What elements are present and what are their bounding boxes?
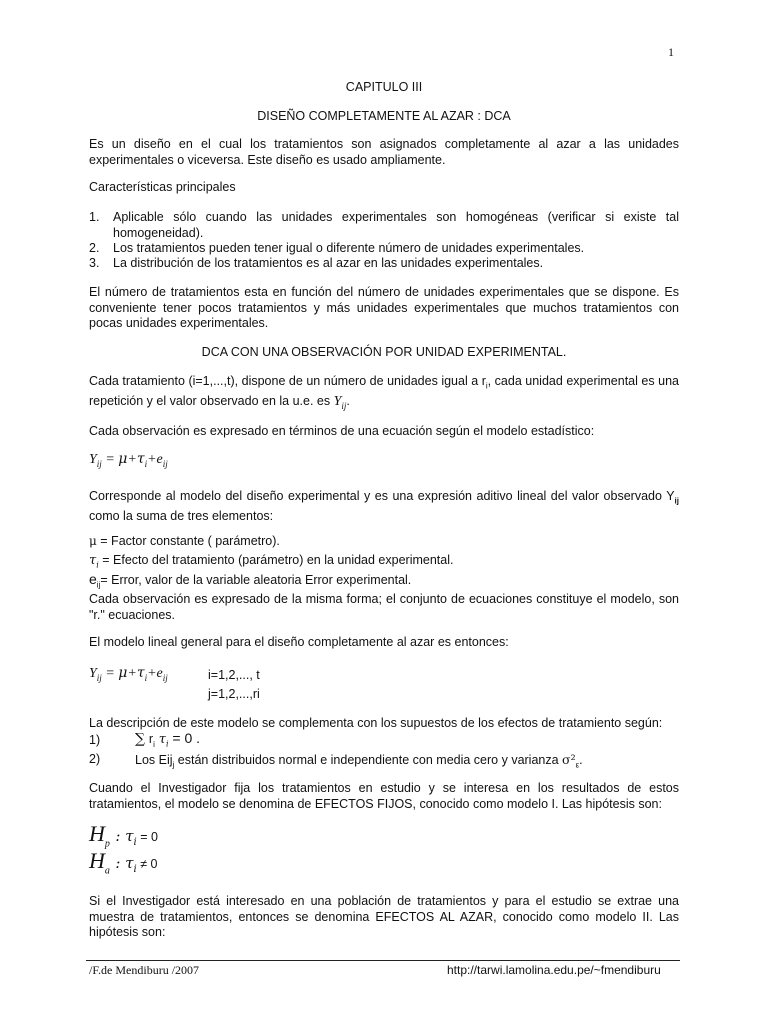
page-number: 1 bbox=[668, 45, 674, 59]
intro-paragraph: Es un diseño en el cual los tratamientos son asignados completamente al azar a las unidades experimentales o viceversa. Este diseño es usado ampliamente. bbox=[89, 137, 679, 167]
y-ij-symbol: $Y_{ij}$ bbox=[333, 394, 347, 411]
index-j-range: j=1,2,...,ri bbox=[208, 687, 260, 701]
tau-symbol: $\tau_i$ bbox=[89, 553, 99, 570]
assumption-1-equation: ∑ $r_i$ $\tau_i = 0$ . bbox=[135, 730, 201, 749]
index-i-range: i=1,2,..., t bbox=[208, 668, 260, 682]
feature-text: Los tratamientos pueden tener igual o diferente número de unidades experimentales. bbox=[113, 241, 585, 255]
general-model-paragraph: El modelo lineal general para el diseño completamente al azar es entonces: bbox=[89, 635, 509, 649]
treatment-units-paragraph: Cada tratamiento (i=1,...,t), dispone de un número de unidades igual a $r_i$, cada unidad experimental es una repetición y el valor observado en la u.e. es $Y_{ij}$. bbox=[89, 374, 679, 411]
alternative-hypothesis: $H_a$ : $\tau_i \ne 0$ bbox=[89, 848, 158, 877]
feature-number: 1. bbox=[89, 210, 100, 224]
features-heading: Características principales bbox=[89, 180, 236, 194]
treatments-paragraph: El número de tratamientos esta en función del número de unidades experimentales que se dispone. Es conveniente tener pocos tratamientos y más unidades experimentales que muchos tratamientos con pocas unidades experimentales. bbox=[89, 285, 679, 330]
chapter-heading: CAPITULO III bbox=[345, 80, 423, 94]
footer-url-link[interactable]: http://tarwi.lamolina.edu.pe/~fmendiburu bbox=[447, 963, 661, 977]
feature-item-1 bbox=[89, 210, 679, 241]
feature-item-3 bbox=[89, 256, 679, 272]
same-form-paragraph: Cada observación es expresado de la misma forma; el conjunto de ecuaciones constituye el modelo, son "r." ecuaciones. bbox=[89, 592, 679, 622]
definition-error: $e_{ij}=$ Error, valor de la variable aleatoria Error experimental. bbox=[89, 571, 412, 590]
model-equation: $Y_{ij} = \mu+\tau_i+e_{ij}$ bbox=[89, 451, 168, 469]
document-title: DISEÑO COMPLETAMENTE AL AZAR : DCA bbox=[257, 109, 511, 123]
definitions-list bbox=[89, 532, 453, 589]
assumption-2-text: Los Eij$_j$ están distribuidos normal e independiente con media cero y varianza $\sigma^2_\varepsilon$. bbox=[135, 752, 583, 770]
feature-text: La distribución de los tratamientos es al azar en las unidades experimentales. bbox=[113, 256, 544, 270]
corresponds-paragraph: Corresponde al modelo del diseño experimental y es una expresión aditivo lineal del valor observado $Y_{ij}$ como la suma de tres elementos: bbox=[89, 489, 679, 523]
sum-symbol: ∑ bbox=[135, 731, 145, 747]
random-effects-paragraph: Si el Investigador está interesado en una población de tratamientos y para el estudio se extrae una muestra de tratamientos, entonces se denomina EFECTOS AL AZAR, conocido como modelo II. Las hipótesis son: bbox=[89, 894, 679, 939]
section-heading: DCA CON UNA OBSERVACIÓN POR UNIDAD EXPERIMENTAL. bbox=[201, 345, 567, 359]
feature-number: 3. bbox=[89, 256, 100, 270]
assumption-1-number: 1) bbox=[89, 733, 101, 747]
footer-author: /F.de Mendiburu /2007 bbox=[89, 963, 200, 977]
assumption-2-number: 2) bbox=[89, 752, 101, 766]
null-hypothesis: $H_p$ : $\tau_i = 0$ bbox=[89, 821, 158, 850]
general-model-equation: $Y_{ij} = \mu+\tau_i+e_{ij}$ bbox=[89, 665, 168, 683]
fixed-effects-paragraph: Cuando el Investigador fija los tratamientos en estudio y se interesa en los resultados de estos tratamientos, el modelo se denomina de EFECTOS FIJOS, conocido como modelo I. Las hipótesis son: bbox=[89, 781, 679, 811]
mu-symbol: μ bbox=[89, 534, 97, 548]
feature-number: 2. bbox=[89, 241, 100, 255]
feature-item-2 bbox=[89, 241, 679, 257]
footer-divider bbox=[86, 960, 680, 961]
description-paragraph: La descripción de este modelo se complementa con los supuestos de los efectos de tratamiento según: bbox=[89, 716, 663, 730]
definition-tau: $\tau_i$ = Efecto del tratamiento (parámetro) en la unidad experimental. bbox=[89, 553, 454, 570]
definition-mu: μ = Factor constante ( parámetro). bbox=[89, 534, 280, 548]
each-observation-paragraph: Cada observación es expresado en términos de una ecuación según el modelo estadístico: bbox=[89, 424, 595, 438]
feature-text: Aplicable sólo cuando las unidades experimentales son homogéneas (verificar si existe tal homogeneidad). bbox=[113, 210, 679, 240]
tau-symbol: $\tau_i$ bbox=[158, 732, 169, 749]
